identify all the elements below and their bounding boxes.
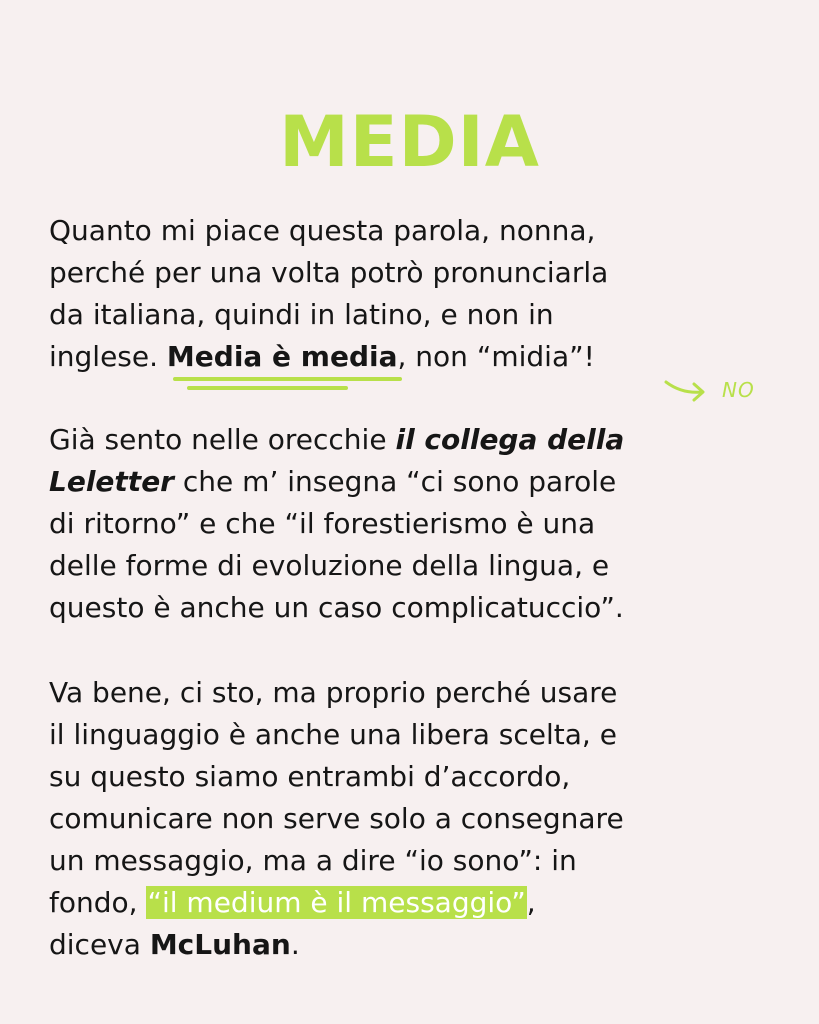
text-line: questo è anche un caso complicatuccio”.: [49, 591, 624, 624]
emphasis-text: McLuhan: [149, 928, 291, 961]
underlined-emphasis: [167, 340, 398, 373]
paragraph-1: [49, 210, 789, 378]
underline-stroke: [187, 386, 348, 390]
text-fragment: che m’ insegna “ci sono parole: [174, 465, 617, 498]
text-line: [49, 461, 789, 503]
text-line: Quanto mi piace questa parola, nonna,: [49, 214, 596, 247]
emphasis-text: il collega della: [395, 423, 625, 456]
text-line: comunicare non serve solo a consegnare: [49, 802, 624, 835]
annotation-text: NO: [722, 378, 755, 402]
page-title: MEDIA: [279, 101, 540, 183]
handwritten-annotation: [662, 372, 772, 412]
text-fragment: diceva: [49, 928, 150, 961]
text-line: perché per una volta potrò pronunciarla: [49, 256, 609, 289]
text-line: un messaggio, ma a dire “io sono”: in: [49, 844, 577, 877]
arrow-icon: [662, 372, 722, 412]
text-line: delle forme di evoluzione della lingua, e: [49, 549, 610, 582]
emphasis-text: Leletter: [49, 465, 174, 498]
text-fragment: fondo,: [49, 886, 147, 919]
text-line: il linguaggio è anche una libera scelta, e: [49, 718, 617, 751]
text-line: [49, 882, 789, 924]
text-fragment: ,: [526, 886, 536, 919]
text-line: Va bene, ci sto, ma proprio perché usare: [49, 676, 618, 709]
text-line: [49, 419, 789, 461]
text-line: [49, 924, 789, 966]
paragraph-2: [49, 419, 789, 629]
text-fragment: .: [290, 928, 300, 961]
text-line: di ritorno” e che “il forestierismo è una: [49, 507, 596, 540]
text-line: su questo siamo entrambi d’accordo,: [49, 760, 571, 793]
text-line: da italiana, quindi in latino, e non in: [49, 298, 554, 331]
text-fragment: , non “midia”!: [397, 340, 595, 373]
emphasis-text: Media è media: [166, 340, 398, 373]
underline-stroke: [173, 377, 402, 381]
paragraph-3: [49, 672, 789, 966]
highlighted-quote: “il medium è il messaggio”: [147, 886, 526, 919]
text-fragment: inglese.: [49, 340, 167, 373]
text-fragment: Già sento nelle orecchie: [49, 423, 396, 456]
